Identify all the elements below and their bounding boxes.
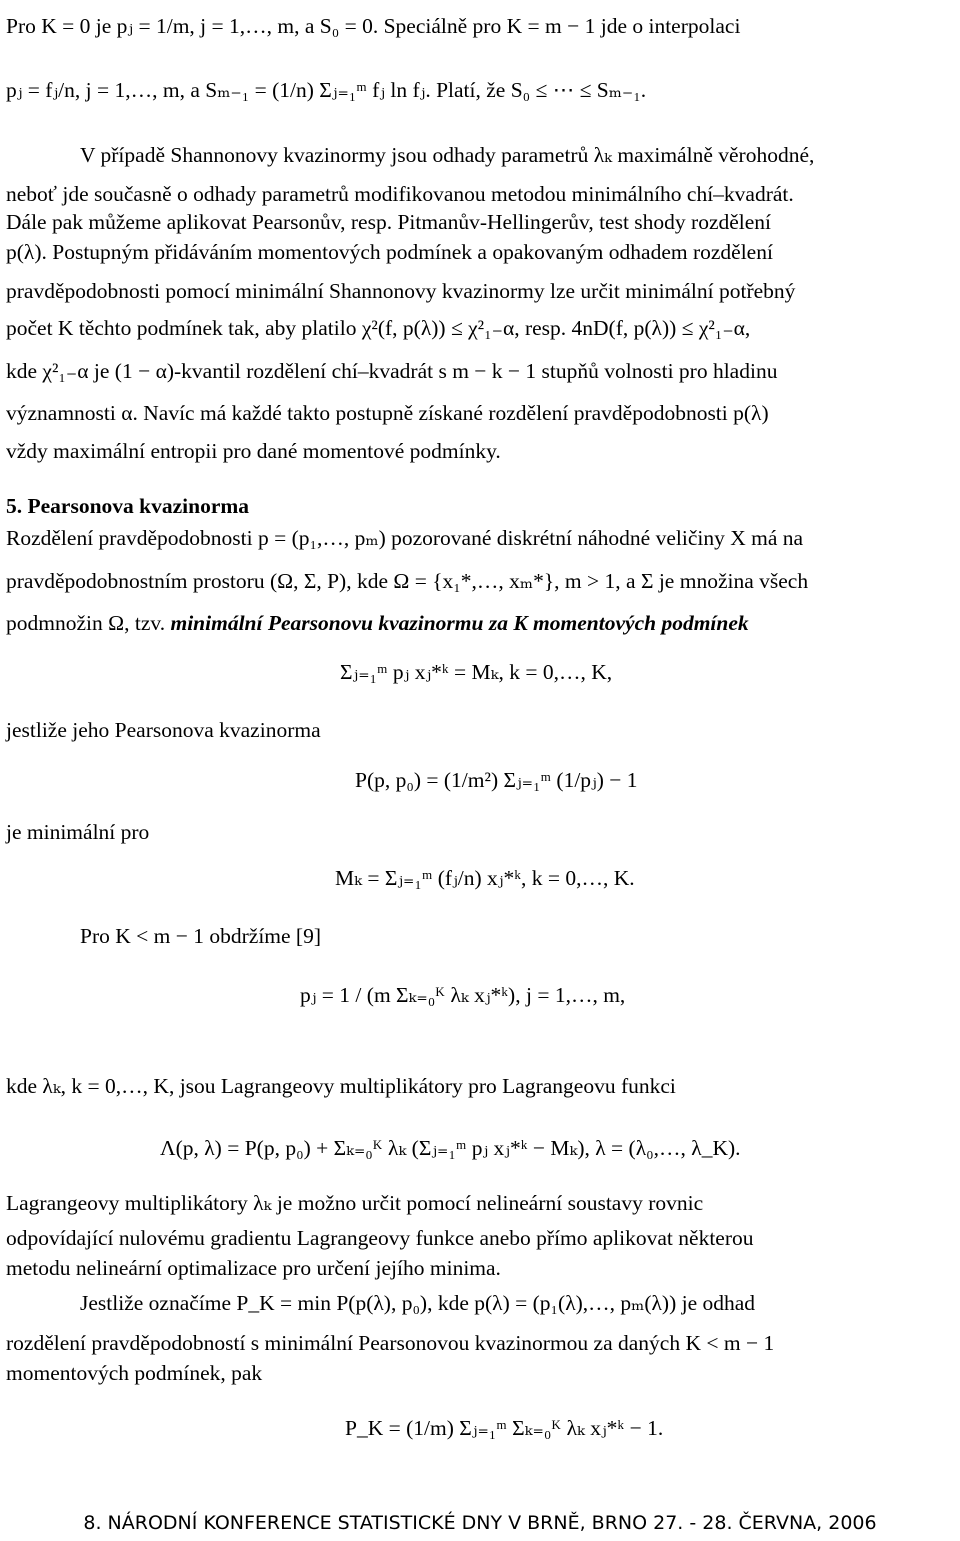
sec5-line10: metodu nelineární optimalizace pro určení jejího minima. (6, 1256, 501, 1280)
sec5-line3-plain: podmnožin Ω, tzv. (6, 611, 166, 635)
equation-lagrange-function: Λ(p, λ) = P(p, p₀) + Σₖ₌₀ᴷ λₖ (Σⱼ₌₁ᵐ pⱼ xⱼ*ᵏ − Mₖ), λ = (λ₀,…, λ_K). (160, 1136, 741, 1160)
equation-moments-Mk: Mₖ = Σⱼ₌₁ᵐ (fⱼ/n) xⱼ*ᵏ, k = 0,…, K. (335, 866, 635, 890)
para2-line1: V případě Shannonovy kvazinormy jsou odhady parametrů λₖ maximálně věrohodné, (80, 143, 815, 167)
sec5-line11: Jestliže označíme P_K = min P(p(λ), p₀), kde p(λ) = (p₁(λ),…, pₘ(λ)) je odhad (80, 1291, 756, 1315)
sec5-line12: rozdělení pravděpodobností s minimální Pearsonovou kvazinormou za daných K < m − 1 (6, 1331, 775, 1355)
definition-emphasis: minimální Pearsonovu kvazinormu za K momentových podmínek (170, 611, 749, 635)
sec5-line5: je minimální pro (6, 820, 150, 844)
para2-line6: počet K těchto podmínek tak, aby platilo χ²(f, p(λ)) ≤ χ²₁₋α, resp. 4nD(f, p(λ)) ≤ χ²₁₋α, (6, 316, 751, 340)
sec5-line3 (6, 613, 952, 635)
sec5-line7: kde λₖ, k = 0,…, K, jsou Lagrangeovy multiplikátory pro Lagrangeovu funkci (6, 1074, 676, 1098)
sec5-line4: jestliže jeho Pearsonova kvazinorma (6, 718, 321, 742)
sec5-line8: Lagrangeovy multiplikátory λₖ je možno určit pomocí nelineární soustavy rovnic (6, 1191, 704, 1215)
page-footer: 8. NÁRODNÍ KONFERENCE STATISTICKÉ DNY V BRNĚ, BRNO 27. - 28. ČERVNA, 2006 (83, 1512, 877, 1534)
para1-line2: pⱼ = fⱼ/n, j = 1,…, m, a Sₘ₋₁ = (1/n) Σⱼ₌₁ᵐ fⱼ ln fⱼ. Platí, že S₀ ≤ ⋯ ≤ Sₘ₋₁. (6, 78, 647, 102)
section-heading: 5. Pearsonova kvazinorma (6, 494, 250, 518)
para2-line8: významnosti α. Navíc má každé takto postupně získané rozdělení pravděpodobnosti p(λ) (6, 401, 769, 425)
equation-pearson-quasinorm: P(p, p₀) = (1/m²) Σⱼ₌₁ᵐ (1/pⱼ) − 1 (355, 768, 638, 792)
sec5-line9: odpovídající nulovému gradientu Lagrangeovy funkce anebo přímo aplikovat některou (6, 1226, 754, 1250)
equation-moment-conditions: Σⱼ₌₁ᵐ pⱼ xⱼ*ᵏ = Mₖ, k = 0,…, K, (340, 660, 613, 684)
para2-line4: p(λ). Postupným přidáváním momentových podmínek a opakovaným odhadem rozdělení (6, 240, 773, 264)
para1-line1: Pro K = 0 je pⱼ = 1/m, j = 1,…, m, a S₀ = 0. Speciálně pro K = m − 1 jde o interpolaci (6, 14, 741, 38)
sec5-line13: momentových podmínek, pak (6, 1361, 263, 1385)
para2-line9: vždy maximální entropii pro dané momentové podmínky. (6, 439, 501, 463)
sec5-line6: Pro K < m − 1 obdržíme [9] (80, 924, 322, 948)
para2-line3: Dále pak můžeme aplikovat Pearsonův, resp. Pitmanův-Hellingerův, test shody rozdělení (6, 210, 772, 234)
para2-line7: kde χ²₁₋α je (1 − α)-kvantil rozdělení chí–kvadrát s m − k − 1 stupňů volnosti pro hladinu (6, 359, 778, 383)
sec5-line2: pravděpodobnostním prostoru (Ω, Σ, P), kde Ω = {x₁*,…, xₘ*}, m > 1, a Σ je množina všech (6, 569, 809, 593)
sec5-line1: Rozdělení pravděpodobnosti p = (p₁,…, pₘ) pozorované diskrétní náhodné veličiny X má na (6, 526, 804, 550)
equation-PK: P_K = (1/m) Σⱼ₌₁ᵐ Σₖ₌₀ᴷ λₖ xⱼ*ᵏ − 1. (345, 1416, 664, 1440)
para2-line2: neboť jde současně o odhady parametrů modifikovanou metodou minimálního chí–kvadrát. (6, 182, 794, 206)
para2-line5: pravděpodobnosti pomocí minimální Shannonovy kvazinormy lze určit minimální potřebný (6, 279, 796, 303)
equation-pj: pⱼ = 1 / (m Σₖ₌₀ᴷ λₖ xⱼ*ᵏ), j = 1,…, m, (300, 983, 626, 1007)
